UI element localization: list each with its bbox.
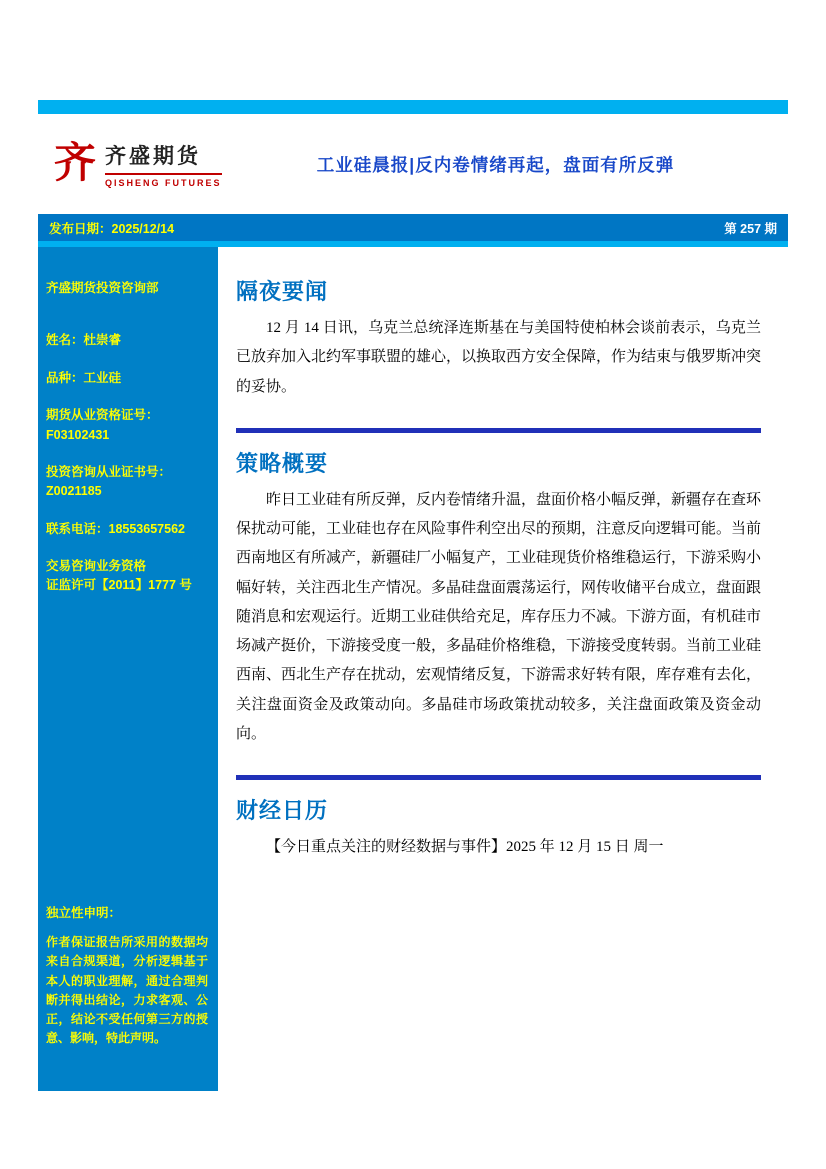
sidebar-product: 品种：工业硅 bbox=[46, 370, 122, 385]
futures-license-value: F03102431 bbox=[46, 427, 110, 442]
date-bar bbox=[38, 214, 788, 241]
business-license-line2: 证监许可【2011】1777 号 bbox=[46, 578, 192, 593]
sidebar bbox=[38, 247, 218, 1091]
section-economic-calendar bbox=[236, 794, 761, 862]
section-title-overnight-news: 隔夜要闻 bbox=[236, 279, 329, 304]
sidebar-disclaimer bbox=[46, 904, 208, 1049]
logo-text bbox=[105, 140, 222, 188]
logo-emblem-icon: 齐 bbox=[54, 141, 97, 187]
sidebar-advisor-license bbox=[46, 463, 208, 502]
disclaimer-body: 作者保证报告所采用的数据均来自合规渠道，分析逻辑基于本人的职业理解，通过合理判断并得出结论，力求客观、公正，结论不受任何第三方的授意、影响，特此声明。 bbox=[46, 935, 208, 1046]
sidebar-futures-license bbox=[46, 406, 208, 445]
main-content bbox=[218, 247, 788, 1091]
futures-license-label: 期货从业资格证号： bbox=[46, 408, 159, 423]
disclaimer-title: 独立性申明： bbox=[46, 905, 122, 920]
advisor-license-label: 投资咨询从业证书号： bbox=[46, 464, 172, 479]
publish-date: 发布日期：2025/12/14 bbox=[49, 221, 175, 236]
section-divider-rule bbox=[236, 775, 761, 780]
section-body-overnight-news: 12 月 14 日讯，乌克兰总统泽连斯基在与美国特使柏林会谈前表示，乌克兰已放弃加入北约军事联盟的雄心，以换取西方安全保障，作为结束与俄罗斯冲突的妥协。 bbox=[236, 320, 762, 395]
section-title-economic-calendar: 财经日历 bbox=[236, 798, 329, 823]
sidebar-business-license bbox=[46, 557, 208, 596]
advisor-license-value: Z0021185 bbox=[46, 484, 102, 499]
sidebar-phone: 联系电话：18553657562 bbox=[46, 521, 185, 536]
sidebar-analyst-name: 姓名：杜崇睿 bbox=[46, 333, 122, 348]
section-overnight-news bbox=[236, 275, 761, 402]
report-header bbox=[38, 114, 788, 214]
business-license-line1: 交易咨询业务资格 bbox=[46, 559, 147, 573]
section-divider-rule bbox=[236, 428, 761, 433]
issue-number: 第 257 期 bbox=[724, 221, 777, 236]
section-title-strategy-summary: 策略概要 bbox=[236, 450, 329, 476]
body-columns bbox=[38, 247, 788, 1091]
section-body-strategy-summary: 昨日工业硅有所反弹，反内卷情绪升温，盘面价格小幅反弹，新疆存在查环保扰动可能，工业硅也存在风险事件利空出尽的预期，注意反向逻辑可能。当前西南地区有所减产，新疆硅厂小幅复产，工业硅现货价格维稳运行，下游采购小幅好转，关注西北生产情况。多晶硅盘面震荡运行，网传收储平台成立，盘面跟随消息和宏观运行。近期工业硅供给充足，库存压力不减。下游方面，有机硅市场减产挺价，下游接受度一般，多晶硅价格维稳，下游接受度转弱。当前工业硅西南、西北生产存在扰动，宏观情绪反复，下游需求好转有限，库存难有去化，关注盘面资金及政策动向。多晶硅市场政策扰动较多，关注盘面政策及资金动向。 bbox=[236, 491, 762, 742]
content-frame bbox=[38, 100, 788, 1091]
section-body-economic-calendar: 【今日重点关注的财经数据与事件】2025 年 12 月 15 日 周一 bbox=[266, 839, 664, 855]
top-cyan-strip bbox=[38, 100, 788, 114]
report-title: 工业硅晨报|反内卷情绪再起，盘面有所反弹 bbox=[316, 154, 675, 175]
section-strategy-summary bbox=[236, 447, 761, 749]
sidebar-department: 齐盛期货投资咨询部 bbox=[46, 281, 159, 295]
company-logo bbox=[38, 140, 233, 188]
logo-company-name-en: QISHENG FUTURES bbox=[105, 178, 222, 188]
logo-company-name: 齐盛期货 bbox=[105, 140, 222, 175]
